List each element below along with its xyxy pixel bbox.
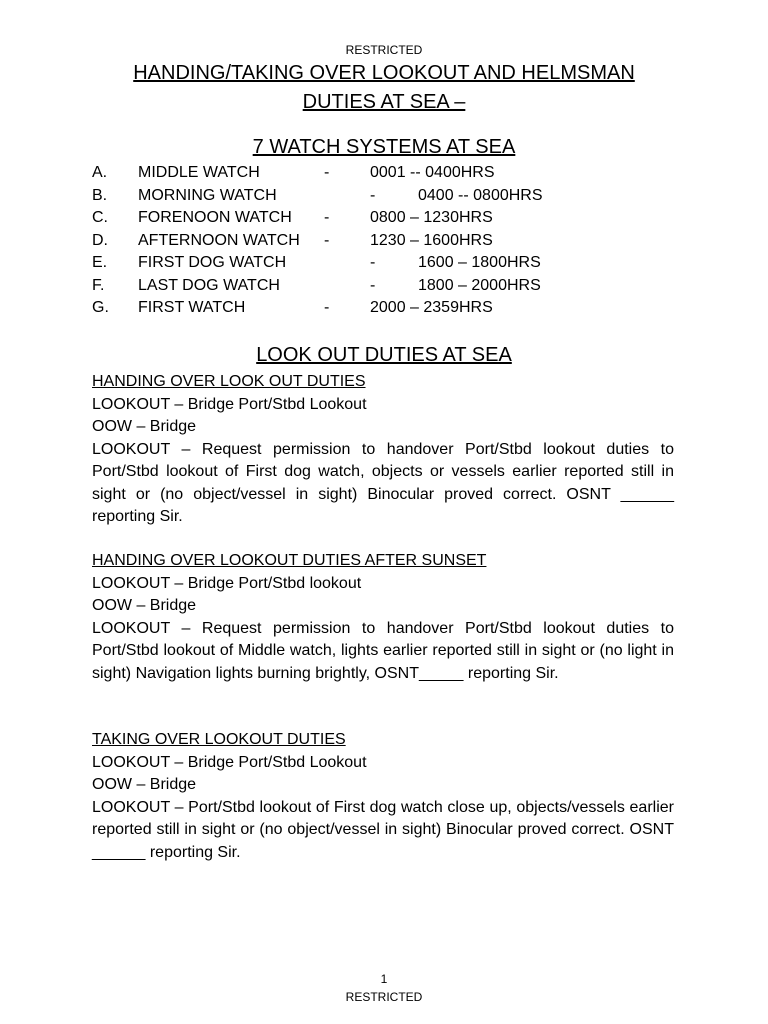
watch-letter: A.	[92, 164, 108, 181]
watch-dash: -	[324, 164, 330, 181]
section-line-lookout: LOOKOUT – Bridge Port/Stbd Lookout	[92, 753, 367, 771]
watch-row	[92, 162, 692, 184]
handing-over-section	[92, 371, 674, 529]
watch-letter: D.	[92, 232, 108, 249]
watch-time: 1600 – 1800HRS	[418, 254, 541, 271]
document-title-line-2: DUTIES AT SEA –	[302, 91, 466, 113]
section-line-oow: OOW – Bridge	[92, 597, 197, 614]
section-paragraph: LOOKOUT – Request permission to handover Port/Stbd lookout duties to Port/Stbd lookout of Middle watch, lights earlier reported still in sight or (no light in sight) Navigation lights burning brightly, OSNT_____ reporting Sir.	[92, 619, 674, 682]
watch-letter: E.	[92, 254, 108, 271]
classification-footer: RESTRICTED	[345, 990, 423, 1004]
section-heading: HANDING OVER LOOKOUT DUTIES AFTER SUNSET	[92, 552, 487, 569]
watch-name: FORENOON WATCH	[138, 209, 292, 226]
watch-dash: -	[370, 277, 376, 294]
watch-time: 0400 -- 0800HRS	[418, 187, 543, 204]
watch-row	[92, 297, 692, 319]
classification-header: RESTRICTED	[345, 43, 423, 57]
section-line-lookout: LOOKOUT – Bridge Port/Stbd lookout	[92, 574, 362, 592]
document-title-line-1: HANDING/TAKING OVER LOOKOUT AND HELMSMAN	[133, 62, 635, 84]
page-number: 1	[380, 972, 388, 986]
lookout-duties-title: LOOK OUT DUTIES AT SEA	[256, 344, 512, 366]
watch-systems-title: 7 WATCH SYSTEMS AT SEA	[252, 136, 516, 158]
watch-letter: G.	[92, 299, 109, 316]
watch-name: FIRST WATCH	[138, 299, 246, 316]
watch-row	[92, 275, 692, 297]
watch-name: LAST DOG WATCH	[138, 277, 280, 294]
watch-dash: -	[324, 232, 330, 249]
section-heading: HANDING OVER LOOK OUT DUTIES	[92, 373, 366, 390]
watch-dash: -	[370, 254, 376, 271]
watch-dash: -	[324, 209, 330, 226]
watch-letter: B.	[92, 187, 108, 204]
watch-row	[92, 230, 692, 252]
watch-row	[92, 252, 692, 274]
watch-name: MIDDLE WATCH	[138, 164, 260, 181]
watch-time: 0800 – 1230HRS	[370, 209, 493, 226]
section-paragraph: LOOKOUT – Request permission to handover Port/Stbd lookout duties to Port/Stbd lookout of First dog watch, objects or vessels earlier reported still in sight or (no object/vessel in sight) Binocular proved correct. OSNT ______ reporting Sir.	[92, 440, 674, 525]
watch-time: 1800 – 2000HRS	[418, 277, 541, 294]
watch-time: 2000 – 2359HRS	[370, 299, 493, 316]
watch-row	[92, 207, 692, 229]
watch-name: FIRST DOG WATCH	[138, 254, 287, 271]
watch-time: 0001 -- 0400HRS	[370, 164, 495, 181]
watch-dash: -	[370, 187, 376, 204]
section-heading: TAKING OVER LOOKOUT DUTIES	[92, 731, 346, 748]
watch-letter: C.	[92, 209, 108, 226]
handing-over-after-sunset-section	[92, 550, 674, 685]
watch-name: AFTERNOON WATCH	[138, 232, 300, 249]
section-line-oow: OOW – Bridge	[92, 776, 197, 793]
watch-name: MORNING WATCH	[138, 187, 277, 204]
watch-row	[92, 185, 692, 207]
watch-dash: -	[324, 299, 330, 316]
section-paragraph: LOOKOUT – Port/Stbd lookout of First dog watch close up, objects/vessels earlier reported still in sight or (no object/vessel in sight) Binocular proved correct. OSNT ______ reporting Sir.	[92, 798, 674, 861]
section-line-oow: OOW – Bridge	[92, 418, 197, 435]
watch-time: 1230 – 1600HRS	[370, 232, 493, 249]
taking-over-section	[92, 729, 674, 864]
watch-letter: F.	[92, 277, 105, 294]
section-line-lookout: LOOKOUT – Bridge Port/Stbd Lookout	[92, 395, 367, 413]
